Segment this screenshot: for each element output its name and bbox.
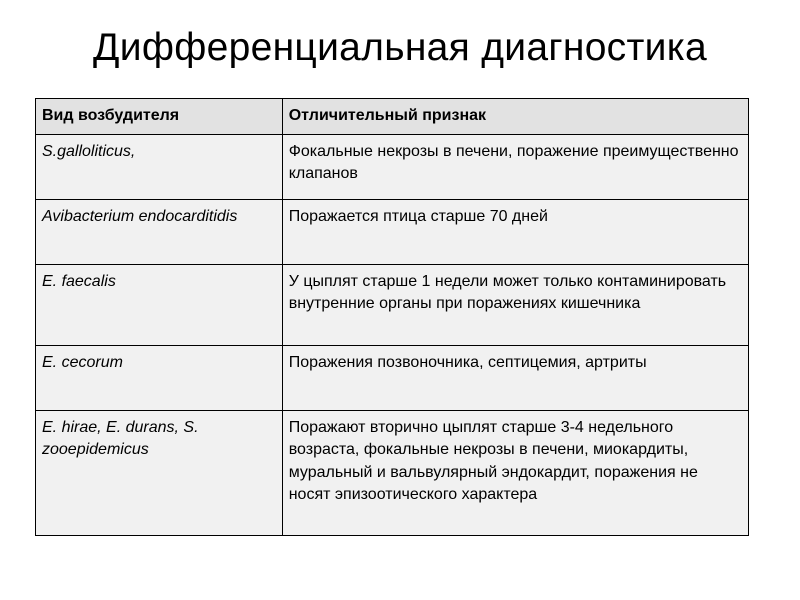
- header-feature: Отличительный признак: [282, 99, 748, 135]
- species-cell: E. faecalis: [36, 264, 283, 345]
- diagnosis-table: [35, 98, 749, 536]
- species-cell: S.galloliticus,: [36, 134, 283, 199]
- table-row: [36, 134, 749, 199]
- species-cell: E. hirae, E. durans, S. zooepidemicus: [36, 410, 283, 535]
- species-cell: E. cecorum: [36, 345, 283, 410]
- header-species: Вид возбудителя: [36, 99, 283, 135]
- species-cell: Avibacterium endocarditidis: [36, 199, 283, 264]
- table-header-row: [36, 99, 749, 135]
- feature-cell: У цыплят старше 1 недели может только контаминировать внутренние органы при поражениях кишечника: [282, 264, 748, 345]
- slide-title: Дифференциальная диагностика: [93, 26, 707, 69]
- feature-cell: Поражается птица старше 70 дней: [282, 199, 748, 264]
- table-row: [36, 410, 749, 535]
- feature-cell: Фокальные некрозы в печени, поражение преимущественно клапанов: [282, 134, 748, 199]
- table-row: [36, 264, 749, 345]
- table-row: [36, 199, 749, 264]
- feature-cell: Поражают вторично цыплят старше 3-4 недельного возраста, фокальные некрозы в печени, миокардиты, муральный и вальвулярный эндокардит, поражения не носят эпизоотического характера: [282, 410, 748, 535]
- table-row: [36, 345, 749, 410]
- feature-cell: Поражения позвоночника, септицемия, артриты: [282, 345, 748, 410]
